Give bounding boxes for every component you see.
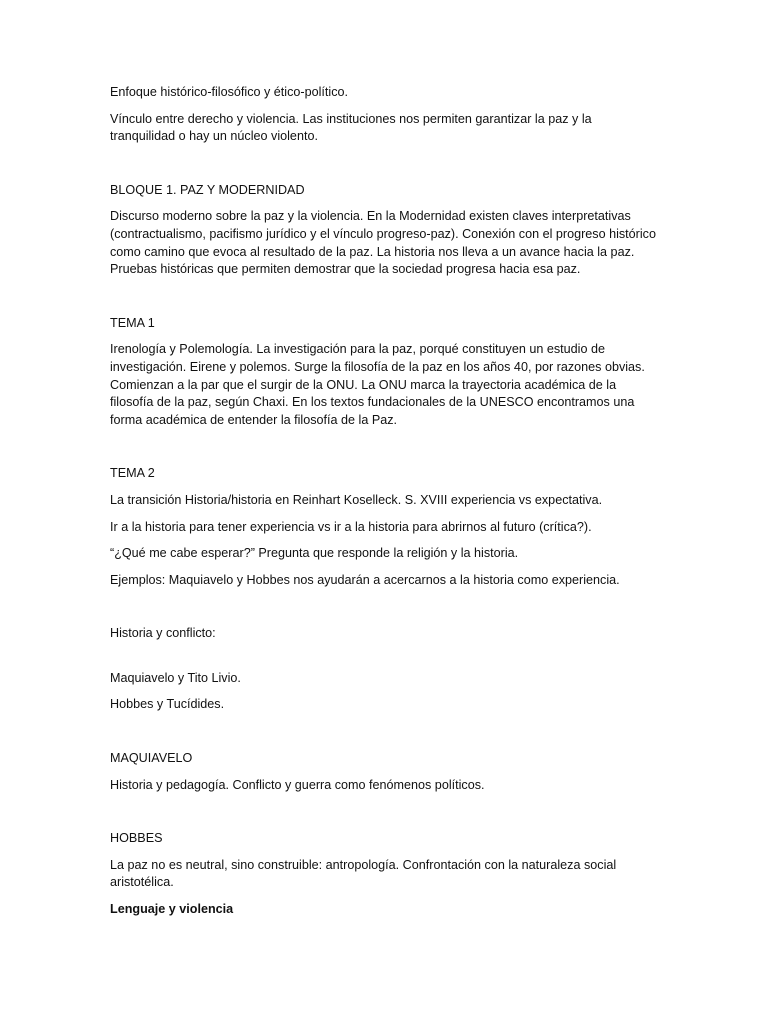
paragraph-history-conflict: Historia y conflicto: bbox=[110, 626, 216, 641]
paragraph-focus: Enfoque histórico-filosófico y ético-político. bbox=[110, 85, 348, 99]
heading-language-violence: Lenguaje y violencia bbox=[110, 902, 234, 917]
paragraph-pedagogy: Historia y pedagogía. Conflicto y guerra como fenómenos políticos. bbox=[110, 777, 485, 792]
heading-bloque-1: BLOQUE 1. PAZ Y MODERNIDAD bbox=[110, 182, 305, 197]
paragraph-experience: Ir a la historia para tener experiencia vs ir a la historia para abrirnos al futuro (crítica?). bbox=[110, 519, 592, 534]
paragraph-koselleck: La transición Historia/historia en Reinhart Koselleck. S. XVIII experiencia vs expectativa. bbox=[110, 492, 603, 507]
paragraph-irenologia: Irenología y Polemología. La investigación para la paz, porqué constituyen un estudio de investigación. Eirene y polemos. Surge la filosofía de la paz en los años 40, por razones obvias. Comienzan a la par que el surgir de la ONU. La ONU marca la trayectoria académica de la filosofía de la paz, según Chaxi. En los textos fundacionales de la UNESCO encontramos una forma académica de entender la filosofía de la Paz. bbox=[110, 342, 645, 427]
paragraph-maquiavelo-livio: Maquiavelo y Tito Livio. bbox=[110, 670, 241, 685]
paragraph-modern-discourse: Discurso moderno sobre la paz y la violencia. En la Modernidad existen claves interpretativas (contractualismo, pacifismo jurídico y el vínculo progreso-paz). Conexión con el progreso histórico como camino que evoca al resultado de la paz. La historia nos lleva a un avance hacia la paz. Pruebas históricas que permiten demostrar que la sociedad progresa hacia esa paz. bbox=[110, 209, 656, 277]
document-page bbox=[110, 84, 658, 919]
paragraph-question: “¿Qué me cabe esperar?” Pregunta que responde la religión y la historia. bbox=[110, 546, 519, 561]
paragraph-peace-constructible: La paz no es neutral, sino construible: antropología. Confrontación con la naturaleza social aristotélica. bbox=[110, 857, 617, 890]
heading-tema-1: TEMA 1 bbox=[110, 315, 155, 330]
paragraph-law-violence: Vínculo entre derecho y violencia. Las instituciones nos permiten garantizar la paz y la tranquilidad o hay un núcleo violento. bbox=[110, 111, 592, 144]
paragraph-examples: Ejemplos: Maquiavelo y Hobbes nos ayudarán a acercarnos a la historia como experiencia. bbox=[110, 572, 620, 587]
heading-tema-2: TEMA 2 bbox=[110, 466, 155, 481]
heading-maquiavelo: MAQUIAVELO bbox=[110, 751, 193, 766]
paragraph-hobbes-tucidides: Hobbes y Tucídides. bbox=[110, 697, 225, 712]
heading-hobbes: HOBBES bbox=[110, 831, 163, 846]
